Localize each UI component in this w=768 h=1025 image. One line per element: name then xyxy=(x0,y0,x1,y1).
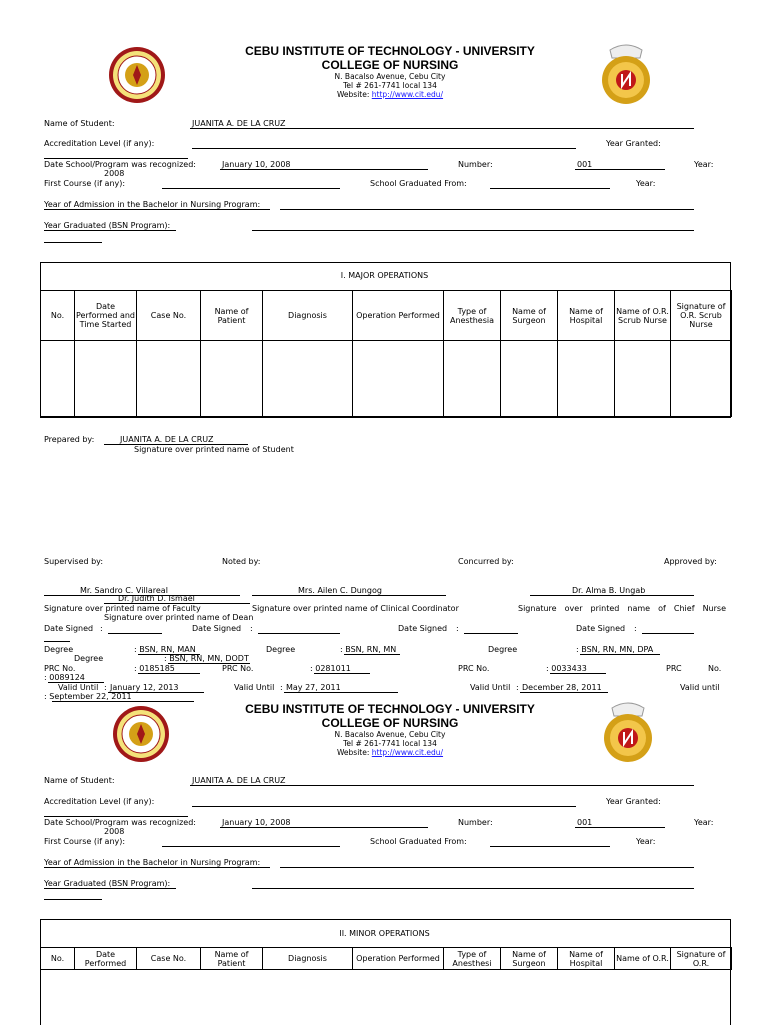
prc-label-1: PRC No. xyxy=(44,664,76,673)
coordinator-caption: Signature over printed name of Clinical Coordinator xyxy=(252,604,459,613)
university-seal-logo xyxy=(108,46,166,108)
valid-label-4: Valid until xyxy=(680,683,720,692)
col-patient: Name of Patient xyxy=(201,291,263,341)
name-underline xyxy=(190,128,694,129)
year-granted-label: Year Granted: xyxy=(606,139,661,148)
date-signed-label-3: Date Signed xyxy=(398,624,448,633)
faculty-name: Mr. Sandro C. Villareal xyxy=(80,586,168,595)
website-line xyxy=(250,90,530,99)
valid-label-2: Valid Until xyxy=(234,683,275,692)
minor-operations-table xyxy=(40,947,732,970)
date-signed-line-1 xyxy=(108,633,162,634)
first-course-underline xyxy=(162,188,340,189)
minor-col-hospital: Name of Hospital xyxy=(558,948,615,970)
minor-col-case: Case No. xyxy=(137,948,201,970)
valid-value-3: December 28, 2011 xyxy=(522,683,602,692)
minor-col-signature: Signature of O.R. xyxy=(671,948,732,970)
year-admission-label-underline xyxy=(44,209,270,210)
col-scrub-signature: Signature of O.R. Scrub Nurse xyxy=(671,291,732,341)
short-divider xyxy=(44,641,70,642)
website-link[interactable]: http://www.cit.edu/ xyxy=(371,90,444,99)
number-underline xyxy=(575,169,665,170)
degree-value-4: : BSN, RN, MN, DODT xyxy=(164,654,249,663)
supervised-label: Supervised by: xyxy=(44,557,104,566)
dean-name: Dr. Judith D. Ismael xyxy=(118,594,195,603)
col-case-no: Case No. xyxy=(137,291,201,341)
col-no: No. xyxy=(41,291,75,341)
date-signed-line-2 xyxy=(258,633,340,634)
chief-nurse-underline xyxy=(530,595,694,596)
year-label-2: Year: xyxy=(636,179,656,188)
number-value-2: 001 xyxy=(577,818,593,827)
major-header-row xyxy=(41,291,732,341)
year-value: 2008 xyxy=(104,169,125,178)
major-operations-title: I. MAJOR OPERATIONS xyxy=(340,271,429,280)
valid-label-3: Valid Until xyxy=(470,683,511,692)
valid-value-2: May 27, 2011 xyxy=(286,683,341,692)
degree-label-4: Degree xyxy=(74,654,104,663)
prc-value-2: : 0281011 xyxy=(310,664,351,673)
address-2: N. Bacalso Avenue, Cebu City xyxy=(334,730,446,739)
college-title-2: COLLEGE OF NURSING xyxy=(321,716,459,730)
date-signed-label-1: Date Signed xyxy=(44,624,94,633)
nursing-seal-logo xyxy=(596,42,656,110)
year-admission-underline xyxy=(280,209,694,210)
date-signed-line-4 xyxy=(642,633,694,634)
year-granted-label-2: Year Granted: xyxy=(606,797,661,806)
school-graduated-label: School Graduated From: xyxy=(370,179,467,188)
degree-label-1: Degree xyxy=(44,645,74,654)
year-admission-label: Year of Admission in the Bachelor in Nursing Program: xyxy=(44,200,261,209)
website-line-2: Website: http://www.cit.edu/ xyxy=(336,748,444,757)
date-signed-label-4: Date Signed xyxy=(576,624,626,633)
minor-col-surgeon: Name of Surgeon xyxy=(501,948,558,970)
telephone-2: Tel # 261-7741 local 134 xyxy=(343,739,437,748)
nursing-seal-logo-2 xyxy=(598,700,658,768)
address: N. Bacalso Avenue, Cebu City xyxy=(334,72,446,81)
school-graduated-label-2: School Graduated From: xyxy=(370,837,467,846)
year-label-p2: Year: xyxy=(694,818,714,827)
degree-label-2: Degree xyxy=(266,645,296,654)
faculty-caption: Signature over printed name of Faculty xyxy=(44,604,201,613)
concurred-label: Concurred by: xyxy=(458,557,514,566)
col-operation: Operation Performed xyxy=(353,291,444,341)
year-graduated-label: Year Graduated (BSN Program): xyxy=(44,221,171,230)
prc-label-3: PRC No. xyxy=(458,664,490,673)
prc-value-4: : 0089124 xyxy=(44,673,85,682)
degree-value-2: : BSN, RN, MN xyxy=(340,645,397,654)
website-link-2[interactable]: http://www.cit.edu/ xyxy=(371,748,444,757)
name-value-2: JUANITA A. DE LA CRUZ xyxy=(192,776,286,785)
prc-value-1: : 0185185 xyxy=(134,664,175,673)
degree-value-3: : BSN, RN, MN, DPA xyxy=(576,645,654,654)
noted-label: Noted by: xyxy=(222,557,261,566)
valid-value-1: January 12, 2013 xyxy=(110,683,179,692)
prc-label-2: PRC No. xyxy=(222,664,254,673)
minor-col-patient: Name of Patient xyxy=(201,948,263,970)
minor-col-or-nurse: Name of O.R. xyxy=(615,948,671,970)
major-empty-row xyxy=(41,341,732,417)
first-course-label-2: First Course (if any): xyxy=(44,837,126,846)
col-date-performed: Date Performed and Time Started xyxy=(75,291,137,341)
dean-caption: Signature over printed name of Dean xyxy=(104,613,254,622)
name-label-2: Name of Student: xyxy=(44,776,115,785)
coordinator-underline xyxy=(252,595,446,596)
telephone: Tel # 261-7741 local 134 xyxy=(343,81,437,90)
number-label-2: Number: xyxy=(458,818,493,827)
col-diagnosis: Diagnosis xyxy=(263,291,353,341)
first-course-label: First Course (if any): xyxy=(44,179,126,188)
degree-label-3: Degree xyxy=(488,645,518,654)
number-label: Number: xyxy=(458,160,493,169)
date-recognized-value: January 10, 2008 xyxy=(222,160,291,169)
website-label: Website: xyxy=(336,90,370,99)
year-label-2-p2: Year: xyxy=(636,837,656,846)
year-value-2: 2008 xyxy=(104,827,125,836)
date-recognized-value-2: January 10, 2008 xyxy=(222,818,291,827)
minor-col-diagnosis: Diagnosis xyxy=(263,948,353,970)
approved-label: Approved by: xyxy=(664,557,717,566)
name-value: JUANITA A. DE LA CRUZ xyxy=(192,119,286,128)
date-signed-line-3 xyxy=(464,633,518,634)
col-scrub-nurse: Name of O.R. Scrub Nurse xyxy=(615,291,671,341)
accreditation-underline xyxy=(192,148,576,149)
name-label: Name of Student: xyxy=(44,119,115,128)
coordinator-name: Mrs. Ailen C. Dungog xyxy=(298,586,382,595)
minor-col-anesthesia: Type of Anesthesi xyxy=(444,948,501,970)
valid-value-4: : September 22, 2011 xyxy=(44,692,132,701)
university-seal-logo-2 xyxy=(112,705,170,767)
prepared-caption: Signature over printed name of Student xyxy=(134,445,294,454)
university-title: CEBU INSTITUTE OF TECHNOLOGY - UNIVERSITY xyxy=(245,44,535,58)
minor-col-date: Date Performed xyxy=(75,948,137,970)
school-graduated-underline xyxy=(490,188,610,189)
year-graduated-label-underline xyxy=(44,230,176,231)
college-title: COLLEGE OF NURSING xyxy=(321,58,459,72)
divider-line xyxy=(44,158,188,159)
year-label: Year: xyxy=(694,160,714,169)
chief-nurse-name: Dr. Alma B. Ungab xyxy=(572,586,646,595)
university-title-2: CEBU INSTITUTE OF TECHNOLOGY - UNIVERSITY xyxy=(245,702,535,716)
date-recognized-underline xyxy=(220,169,428,170)
major-operations-table xyxy=(40,290,732,417)
accreditation-label-2: Accreditation Level (if any): xyxy=(44,797,155,806)
degree-value-1: : BSN, RN, MAN xyxy=(134,645,196,654)
chief-caption: Signature over printed name of Chief Nurse xyxy=(518,604,726,613)
short-line xyxy=(44,242,102,243)
date-recognized-label: Date School/Program was recognized: xyxy=(44,160,196,169)
col-hospital: Name of Hospital xyxy=(558,291,615,341)
accreditation-label: Accreditation Level (if any): xyxy=(44,139,155,148)
year-graduated-label-2: Year Graduated (BSN Program): xyxy=(44,879,171,888)
prc-value-3: : 0033433 xyxy=(546,664,587,673)
minor-operations-title: II. MINOR OPERATIONS xyxy=(339,929,430,938)
prepared-label: Prepared by: xyxy=(44,435,95,444)
date-signed-label-2: Date Signed xyxy=(192,624,242,633)
minor-col-operation: Operation Performed xyxy=(353,948,444,970)
year-graduated-underline xyxy=(252,230,694,231)
col-anesthesia: Type of Anesthesia xyxy=(444,291,501,341)
date-recognized-label-2: Date School/Program was recognized: xyxy=(44,818,196,827)
year-admission-label-2: Year of Admission in the Bachelor in Nursing Program: xyxy=(44,858,261,867)
col-surgeon: Name of Surgeon xyxy=(501,291,558,341)
minor-col-no: No. xyxy=(41,948,75,970)
valid-label-1: Valid Until xyxy=(58,683,99,692)
minor-header-row xyxy=(41,948,732,970)
number-value: 001 xyxy=(577,160,593,169)
prepared-name: JUANITA A. DE LA CRUZ xyxy=(120,435,214,444)
